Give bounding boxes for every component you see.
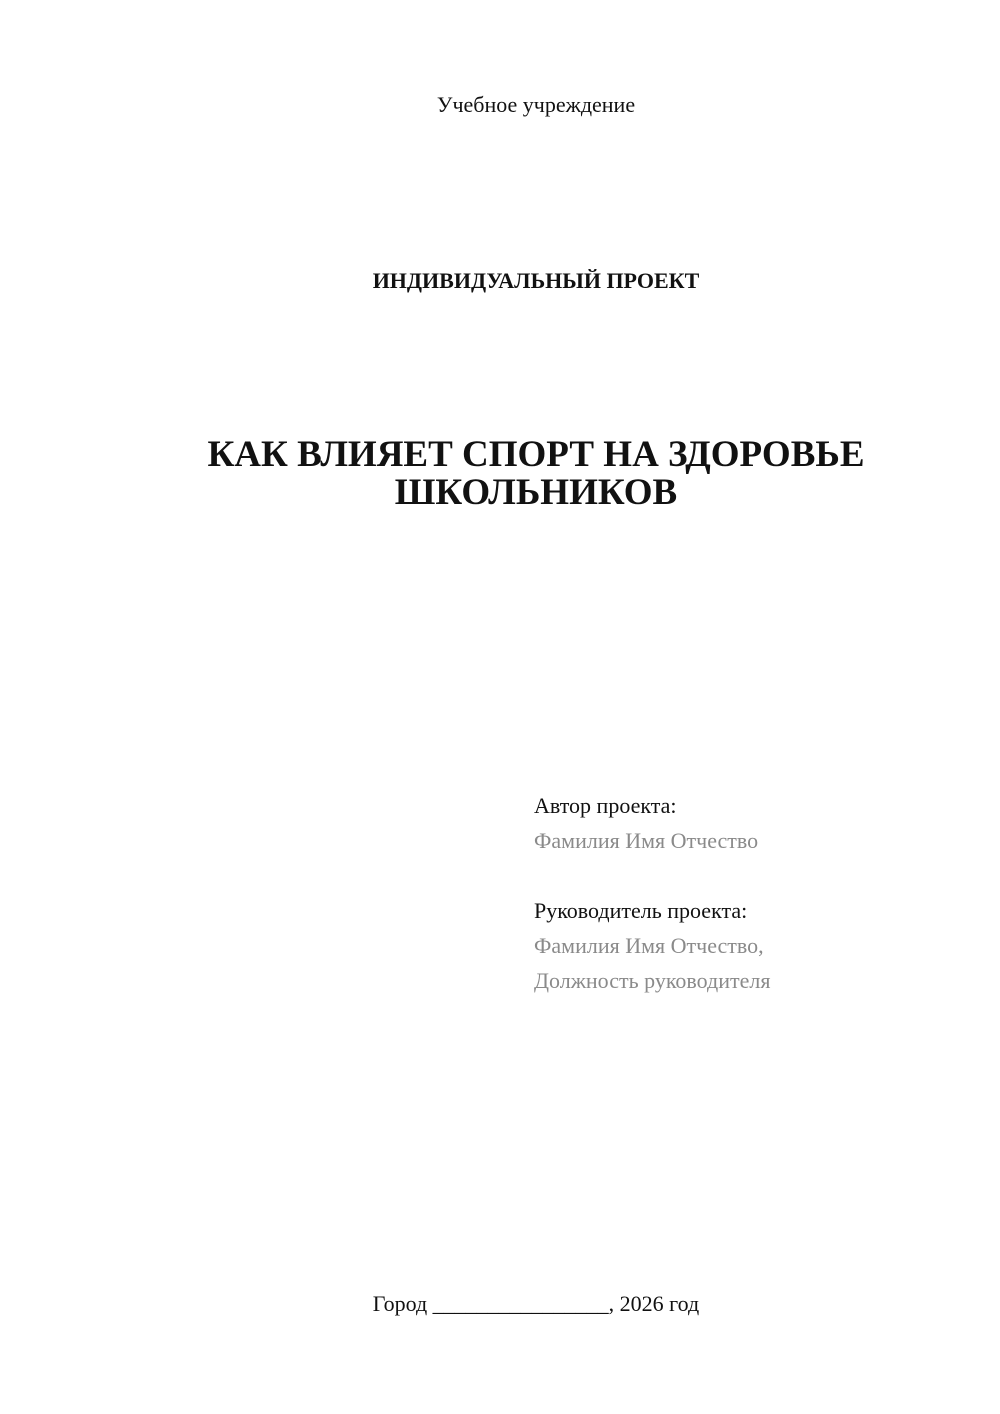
supervisor-label: Руководитель проекта: bbox=[534, 898, 748, 923]
city-year-footer: Город ________________, 2026 год bbox=[372, 1291, 700, 1316]
supervisor-name: Фамилия Имя Отчество, bbox=[534, 933, 764, 958]
project-title-line-1: КАК ВЛИЯЕТ СПОРТ НА ЗДОРОВЬЕ bbox=[207, 434, 865, 475]
project-type-heading: ИНДИВИДУАЛЬНЫЙ ПРОЕКТ bbox=[372, 268, 700, 293]
project-title-line-2: ШКОЛЬНИКОВ bbox=[394, 472, 678, 513]
credits-spacer bbox=[534, 858, 974, 893]
author-name: Фамилия Имя Отчество bbox=[534, 828, 759, 853]
author-label: Автор проекта: bbox=[534, 793, 677, 818]
project-credits bbox=[534, 788, 974, 998]
supervisor-position: Должность руководителя bbox=[534, 968, 771, 993]
institution-name: Учебное учреждение bbox=[436, 92, 636, 117]
project-title bbox=[0, 436, 1000, 512]
